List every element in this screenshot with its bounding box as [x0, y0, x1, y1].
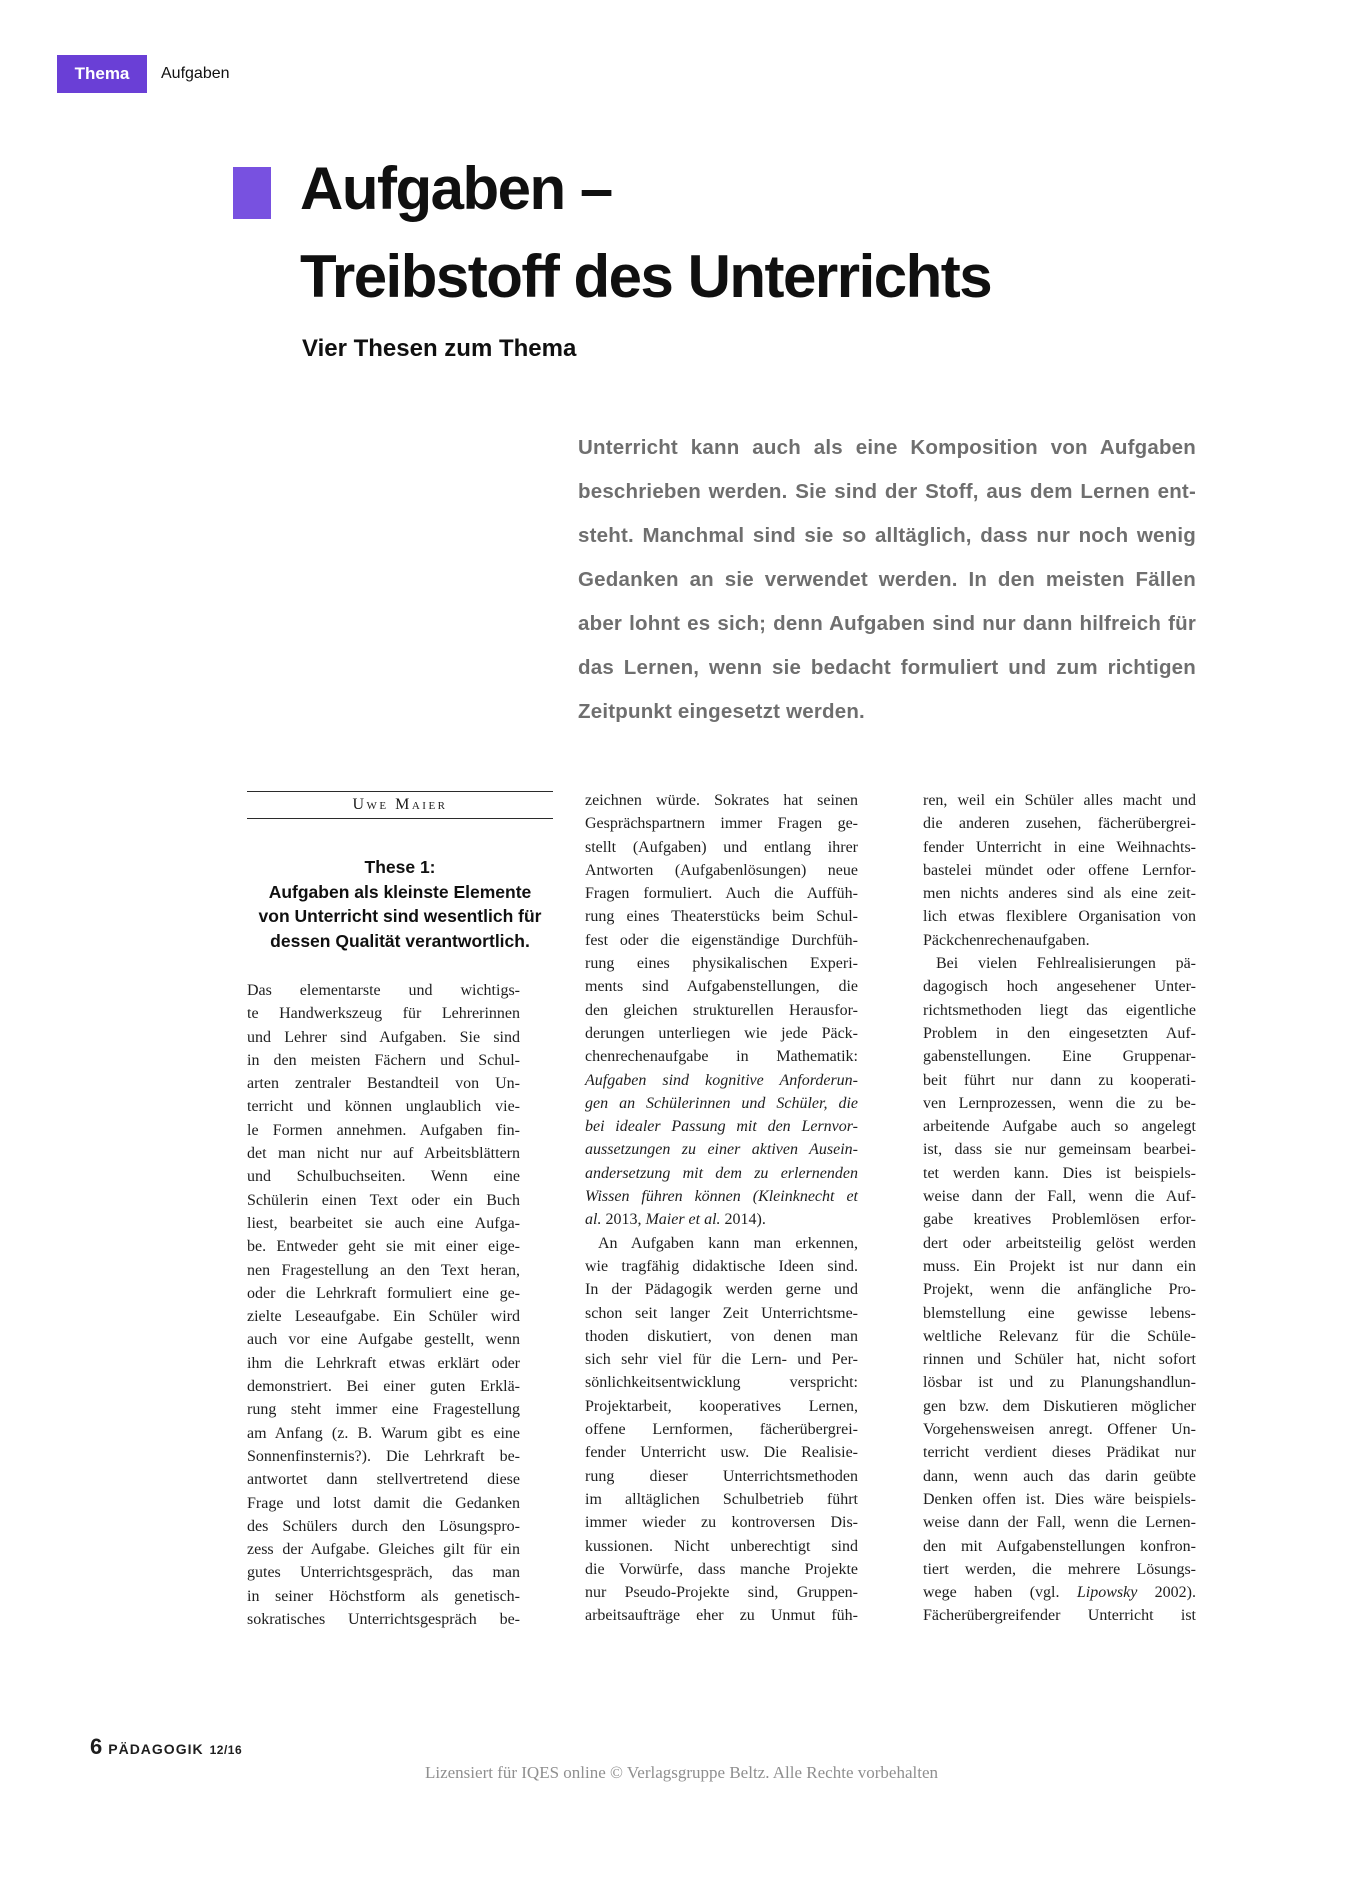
text-line: Wissen führen können (Kleinknecht et — [585, 1188, 858, 1206]
text-line: ven Lernprozessen, wenn die zu be- — [923, 1094, 1196, 1112]
header-topic-label: Aufgaben — [161, 65, 230, 82]
text-line: liest, bearbeitet sie auch eine Aufga- — [247, 1214, 520, 1232]
text-line: schon seit langer Zeit Unterrichtsme- — [585, 1304, 858, 1322]
text-line: Aufgaben sind kognitive Anforderun- — [585, 1071, 858, 1089]
text-line: andersetzung mit dem zu erlernenden — [585, 1164, 858, 1182]
text-line: Päckchenrechenaufgaben. — [923, 931, 1090, 949]
text-line: und Lehrer sind Aufgaben. Sie sind — [247, 1028, 520, 1046]
text-line: lich etwas flexiblere Organisation von — [923, 908, 1196, 926]
text-line: muss. Ein Projekt ist nur dann ein — [923, 1257, 1196, 1275]
text-line: des Schülers durch den Lösungspro- — [247, 1517, 520, 1535]
text-line: fender Unterricht in eine Weihnachts- — [923, 838, 1196, 856]
text-line: Schülerin einen Text oder ein Buch — [247, 1191, 520, 1209]
text-line: bastelei mündet oder offene Lernfor- — [923, 861, 1196, 879]
text-line: den mit Aufgabenstellungen konfron- — [923, 1537, 1196, 1555]
text-line: rinnen und Schüler hat, nicht sofort — [923, 1351, 1196, 1369]
text-line: arbeitsaufträge eher zu Unmut füh- — [585, 1607, 858, 1625]
text-line: arbeitende Aufgabe auch so angelegt — [923, 1118, 1196, 1136]
text-line: kussionen. Nicht unberechtigt sind — [585, 1537, 858, 1555]
text-line: zielte Leseaufgabe. Ein Schüler wird — [247, 1308, 520, 1326]
article-title — [300, 145, 1120, 321]
text-line: Das elementarste und wichtigs- — [247, 982, 520, 999]
text-line: dagogisch hoch angesehener Unter- — [923, 978, 1196, 996]
text-line: tiert werden, die mehrere Lösungs- — [923, 1560, 1196, 1578]
text-line: sönlichkeitsentwicklung verspricht: — [585, 1374, 858, 1392]
text-line: stellt (Aufgaben) und entlang ihrer — [585, 838, 858, 856]
body-column-1 — [247, 979, 520, 1631]
body-column-2 — [585, 789, 858, 1628]
text-line: weise dann der Fall, wenn die Lernen- — [923, 1514, 1196, 1532]
text-line: offene Lernformen, fächerübergrei- — [585, 1421, 858, 1439]
text-line: zeichnen würde. Sokrates hat seinen — [585, 792, 858, 809]
text-line: sokratisches Unterrichtsgespräch be- — [247, 1611, 520, 1629]
text-line: das Lernen, wenn sie bedacht formuliert und zum richtigen — [578, 656, 1196, 679]
text-line: blemstellung eine gewisse lebens- — [923, 1304, 1196, 1322]
text-line: beschrieben werden. Sie sind der Stoff, aus dem Lernen ent- — [578, 480, 1196, 503]
text-line: le Formen annehmen. Aufgaben fin- — [247, 1121, 520, 1139]
text-line: immer wieder zu kontroversen Dis- — [585, 1514, 858, 1532]
text-line: rung dieser Unterrichtsmethoden — [585, 1467, 858, 1485]
text-line: dert oder arbeitsteilig gelöst werden — [923, 1234, 1196, 1252]
text-line: Gesprächspartnern immer Fragen ge- — [585, 815, 858, 833]
license-text: Lizensiert für IQES online © Verlagsgruppe Beltz. Alle Rechte vorbehalten — [424, 1763, 938, 1782]
text-line: in den meisten Fächern und Schul- — [247, 1051, 520, 1069]
text-line: gabenstellungen. Eine Gruppenar- — [923, 1048, 1196, 1066]
text-line: aussetzungen zu einer aktiven Ausein- — [585, 1141, 858, 1159]
text-line: Fächerübergreifender Unterricht ist — [923, 1607, 1196, 1625]
footer-page-info — [90, 1734, 242, 1760]
theme-badge — [57, 55, 147, 93]
text-line: ments sind Aufgabenstellungen, die — [585, 978, 858, 996]
text-line: beit führt nur dann zu kooperati- — [923, 1071, 1196, 1089]
text-line: Fragen formuliert. Auch die Auffüh- — [585, 885, 858, 903]
text-line: oder die Lehrkraft formuliert eine ge- — [247, 1284, 520, 1302]
text-line: al. 2013, Maier et al. 2014). — [585, 1211, 766, 1229]
article-subtitle: Vier Thesen zum Thema — [302, 335, 577, 362]
text-line: In der Pädagogik werden gerne und — [585, 1281, 858, 1299]
text-line: ren, weil ein Schüler alles macht und — [923, 792, 1196, 809]
text-line: und Schulbuchseiten. Wenn eine — [247, 1168, 520, 1186]
text-line: An Aufgaben kann man erkennen, — [598, 1234, 858, 1252]
text-line: gen bzw. dem Diskutieren möglicher — [923, 1397, 1196, 1415]
text-line: Aufgaben als kleinste Elemente — [268, 881, 532, 902]
text-line: demonstriert. Bei einer guten Erklä- — [247, 1378, 520, 1396]
text-line: gen an Schülerinnen und Schüler, die — [585, 1094, 858, 1112]
text-line: in seiner Höchstform als genetisch- — [247, 1587, 520, 1605]
text-line: tet werden kann. Dies ist beispiels- — [923, 1164, 1196, 1182]
text-line: nur Pseudo-Projekte sind, Gruppen- — [585, 1584, 858, 1602]
text-line: te Handwerkszeug für Lehrerinnen — [247, 1005, 520, 1023]
text-line: auch vor eine Aufgabe gestellt, wenn — [247, 1331, 520, 1349]
text-line: Gedanken an sie verwendet werden. In den meisten Fällen — [578, 568, 1196, 591]
text-line: lösbar ist und zu Planungshandlun- — [923, 1374, 1196, 1392]
text-line: zess der Aufgabe. Gleiches gilt für ein — [247, 1541, 520, 1559]
text-line: arten zentraler Bestandteil von Un- — [247, 1075, 520, 1093]
text-line: men nichts anderes sind als eine zeit- — [923, 885, 1196, 903]
magazine-name: PÄDAGOGIK — [108, 1741, 204, 1757]
article-title-line1: Aufgaben – — [300, 155, 612, 222]
author-name: Uwe Maier — [352, 796, 448, 813]
text-line: terricht und können unglaublich vie- — [247, 1098, 520, 1116]
title-bullet-square — [233, 167, 271, 219]
text-line: Sonnenfinsternis?). Die Lehrkraft be- — [247, 1447, 520, 1465]
text-line: wie tragfähig didaktische Ideen sind. — [585, 1257, 858, 1275]
text-line: Projekt, wenn die anfängliche Pro- — [923, 1281, 1196, 1299]
text-line: richtsmethoden liegt das eigentliche — [923, 1001, 1196, 1019]
text-line: be. Entweder geht sie mit einer eige- — [247, 1238, 520, 1256]
text-line: Zeitpunkt eingesetzt werden. — [578, 700, 865, 723]
text-line: fender Unterricht usw. Die Realisie- — [585, 1444, 858, 1462]
text-line: Frage und lotst damit die Gedanken — [247, 1494, 520, 1512]
text-line: Problem in den eingesetzten Auf- — [923, 1024, 1196, 1042]
text-line: chenrechenaufgabe in Mathematik: — [585, 1048, 858, 1066]
text-line: rung eines Theaterstücks beim Schul- — [585, 908, 858, 926]
text-line: die anderen zusehen, fächerübergrei- — [923, 815, 1196, 833]
text-line: im alltäglichen Schulbetrieb führt — [585, 1490, 858, 1508]
text-line: aber lohnt es sich; denn Aufgaben sind nur dann hilfreich für — [578, 612, 1196, 635]
text-line: gabe kreatives Problemlösen erfor- — [923, 1211, 1196, 1229]
lead-paragraph — [578, 426, 1196, 734]
text-line: am Anfang (z. B. Warum gibt es eine — [247, 1424, 520, 1442]
author-block — [247, 791, 553, 819]
text-line: bei idealer Passung mit den Lernvor- — [585, 1118, 858, 1136]
text-line: rung eines physikalischen Experi- — [585, 955, 858, 973]
issue-number: 12/16 — [209, 1743, 243, 1757]
text-line: Bei vielen Fehlrealisierungen pä- — [936, 955, 1196, 973]
text-line: Projektarbeit, kooperatives Lernen, — [585, 1397, 858, 1415]
text-line: die Vorwürfe, dass manche Projekte — [585, 1560, 858, 1578]
text-line: rung steht immer eine Fragestellung — [247, 1401, 520, 1419]
body-column-3 — [923, 789, 1196, 1628]
theme-badge-label: Thema — [74, 64, 130, 83]
text-line: gutes Unterrichtsgespräch, das man — [247, 1564, 520, 1582]
text-line: antwortet dann stellvertretend diese — [247, 1471, 520, 1489]
text-line: Antworten (Aufgabenlösungen) neue — [585, 861, 858, 879]
text-line: terricht verdient dieses Prädikat nur — [923, 1444, 1196, 1462]
text-line: These 1: — [364, 857, 436, 877]
text-line: weltliche Relevanz für die Schüle- — [923, 1327, 1196, 1345]
text-line: Vorgehensweisen anregt. Offener Un- — [923, 1421, 1196, 1439]
text-line: weise dann der Fall, wenn die Auf- — [923, 1188, 1196, 1206]
text-line: dann, wenn auch das darin geübte — [923, 1467, 1196, 1485]
text-line: det man nicht nur auf Arbeitsblättern — [247, 1145, 520, 1163]
text-line: den gleichen strukturellen Herausfor- — [585, 1001, 858, 1019]
text-line: thoden diskutiert, von denen man — [585, 1327, 858, 1345]
text-line: sich sehr viel für die Lern- und Per- — [585, 1351, 858, 1369]
these1-heading — [247, 855, 553, 953]
text-line: dessen Qualität verantwortlich. — [270, 930, 530, 951]
text-line: Denken offen ist. Dies wäre beispiels- — [923, 1490, 1196, 1508]
text-line: ist, dass sie nur gemeinsam bearbei- — [923, 1141, 1196, 1159]
text-line: nen Fragestellung an den Text heran, — [247, 1261, 520, 1279]
text-line: steht. Manchmal sind sie so alltäglich, dass nur noch wenig — [578, 524, 1196, 547]
page-number: 6 — [90, 1734, 103, 1759]
text-line: Unterricht kann auch als eine Komposition von Aufgaben — [578, 436, 1196, 459]
text-line: wege haben (vgl. Lipowsky 2002). — [923, 1584, 1197, 1602]
text-line: ihm die Lehrkraft etwas erklärt oder — [247, 1354, 520, 1372]
text-line: fest oder die eigenständige Durchfüh- — [585, 931, 858, 949]
text-line: derungen unterliegen wie jede Päck- — [585, 1024, 858, 1042]
article-title-line2: Treibstoff des Unterrichts — [300, 243, 992, 310]
text-line: von Unterricht sind wesentlich für — [258, 906, 542, 927]
